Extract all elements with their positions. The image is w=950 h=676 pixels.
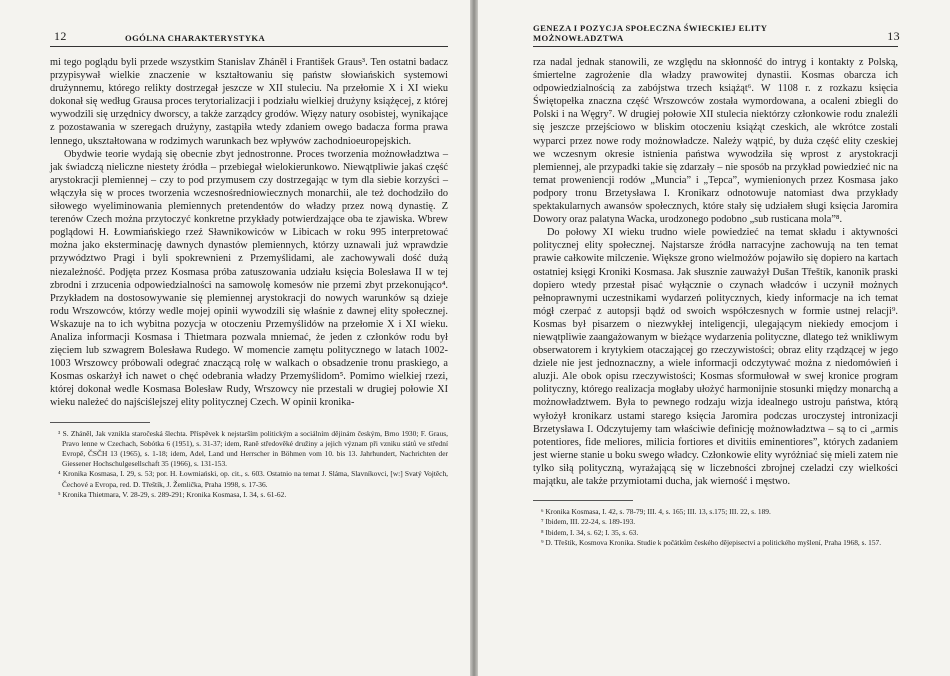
paragraph: rza nadal jednak stanowili, ze względu na skłonność do intryg i kontakty z Polską, śmiertelne zagrożenie dla władzy prawowitej dynastii. Kosmas obarcza ich odpowiedzialnością za zabójstwa trzech książąt⁶. W 1108 r. z rozkazu księcia Świętopełka znaczna część Wrszowców została wymordowana, a ocaleni zbiegli do Polski i na Węgry⁷. W drugiej połowie XII stulecia niektórzy członkowie rodu znaleźli się jeszcze przejściowo w bliskim otoczeniu książąt czeskich, ale wkrótce zostali wyparci przez nowe rody możnowładcze. Należy wątpić, by duża część elity czeskiej we wczesnym okresie istnienia państwa wywodziła się wprost z arystokracji plemiennej, ale przypadki takie się zdarzały – nie sposób na przykład powiedzieć nic na temat proweniencji rodów „Muncia” i „Tepca”, wymienionych przez Kosmasa jako podpory tronu Brzetysława I. Kronikarz odnotowuje natomiast dwa przykłady spektakularnych awansów społecznych, które stały się udziałem sługi księcia Jaromira Dowory oraz palatyna Wacka, urodzonego podobno „sub rusticana mola”⁸. <box>533 57 898 226</box>
footnote-divider <box>533 500 633 501</box>
left-page-body <box>50 56 448 410</box>
paragraph: Do połowy XI wieku trudno wiele powiedzieć na temat składu i aktywności politycznej elity społecznej. Najstarsze źródła narracyjne zachowują na ten temat prawie całkowite milczenie. Większe grono wielmożów pojawiło się dopiero na kartach ostatniej księgi Kroniki Kosmasa. Jak słusznie zauważył Dušan Třeštík, kanonik praski dopiero wtedy przestał pisać wyłącznie o czynach władców i uczynił możnych pełnoprawnymi uczestnikami wydarzeń politycznych, kiedy informacje na ich temat mógł czerpać z autopsji bądź od swoich współczesnych w formie ustnej relacji⁹. Kosmas był pisarzem o niezwykłej inteligencji, ulegającym niekiedy emocjom i niewątpliwie zaangażowanym w bieżące wydarzenia polityczne, dlatego też wnikliwym obserwatorem i krytykiem otaczającej go rzeczywistości; obraz elity rządzącej w jego dziele nie jest jednoznaczny, a wiele informacji odczytywać można z niedomówień i aluzji. Ale obok opisu rzeczywistości; Kosmas sformułował w swej kronice program polityczny, którego realizacja mogłaby ułożyć harmonijnie stosunki między monarchą a możnowładztwem. Była to pewnego rodzaju wizja idealnego ustroju państwa, którą wyłożył kronikarz ustami starego księcia Jaromira podczas uroczystej intronizacji Brzetysława I. Odczytujemy tam właściwie definicję możnowładztwa – są to ci „armis potentiores, fide meliores, milicia fortiores et divitiis eminentiores”, których zadaniem jest wierne stanie u boku swego władcy. Członkowie elity wyróżniać się mieli zatem nie tylko siłą polityczną, wyrażającą się w liczebności zbrojnej czeladzi czy wielkości majątku, ale także przymiotami ducha, jak wierność i męstwo. <box>533 227 898 487</box>
running-head: OGÓLNA CHARAKTERYSTYKA <box>125 33 266 43</box>
footnote: ⁷ Ibidem, III. 22-24, s. 189-193. <box>541 517 636 527</box>
paragraph: mi tego poglądu byli przede wszystkim Stanislav Zháněl i František Graus³. Ten ostatni badacz przypisywał wielkie znaczenie w kształtowaniu się państw słowiańskich systemowi drużynnemu, którego relikty dostrzegał jeszcze w XII stuleciu. Na przełomie X i XI wieku dokonał się według Grausa proces terytorializacji i podziału wielkiej drużyny książęcej, z której wywodzili się urzędnicy dworscy, a także zarządcy grodów. Więzy natury osobistej, wynikające z pozostawania w szeregach drużyny, zastąpiła wtedy zdaniem owego badacza forma prawa lennego, ukształtowana w rodzimych warunkach bez wpływów zachodnioeuropejskich. <box>50 57 448 147</box>
footnote: ⁴ Kronika Kosmasa, I. 29, s. 53; por. H. Łowmiański, op. cit., s. 603. Ostatnio na temat J. Sláma, Slavníkovci, [w:] Svatý Vojtěch, Čechové a Evropa, red. D. Třeštík, J. Žemlička, Praha 1998, s. 17-36. <box>58 469 448 489</box>
left-page-header <box>50 30 448 47</box>
left-page <box>0 0 470 676</box>
footnote: ⁹ D. Třeštík, Kosmova Kronika. Studie k počátkům českého dějepisectví a politického myšlení, Praha 1968, s. 157. <box>541 537 882 547</box>
right-footnotes <box>533 507 898 548</box>
page-number: 12 <box>54 29 67 43</box>
running-head: GENEZA I POZYCJA SPOŁECZNA ŚWIECKIEJ ELITY MOŻNOWŁADZTWA <box>533 23 768 43</box>
footnote: ⁶ Kronika Kosmasa, I. 42, s. 78-79; III. 4, s. 165; III. 13, s.175; III. 22, s. 189. <box>541 507 771 517</box>
right-page-header <box>533 23 900 47</box>
footnote: ⁵ Kronika Thietmara, V. 28-29, s. 289-291; Kronika Kosmasa, I. 34, s. 61-62. <box>58 489 287 499</box>
right-page-body <box>533 56 898 488</box>
left-footnotes <box>50 429 448 500</box>
right-page <box>478 0 950 676</box>
paragraph: Obydwie teorie wydają się obecnie zbyt jednostronne. Proces tworzenia możnowładztwa – jak świadczą nieliczne niestety źródła – przebiegał wielokierunkowo. Niewątpliwie jakaś część arystokracji plemiennej – czy to pod przymusem czy dostrzegając w tym dla siebie korzyści – włączyła się w proces tworzenia wczesnośredniowiecznych monarchii, ale też dochodziło do siłowego wyeliminowania plemiennych pretendentów do władzy przez nową dynastię. Z terenów Czech można przytoczyć konkretne przykłady potwierdzające oba te zjawiska. Wbrew poglądowi H. Łowmiańskiego rzeź Sławnikowiców w Libicach w roku 995 interpretować można jako eksterminację dawnych dynastów plemiennych, którzy uznawali już wprawdzie przywództwo Pragi i byli spokrewnieni z Przemyślidami, ale zachowywali dość dużą niezależność. Podjęta przez Kosmasa próba zatuszowania udziału księcia Bolesława II w tej zbrodni i zrzucenia odpowiedzialności na samowolę komesów nie przemi zbyt przekonująco⁴. Przykładem na dostosowywanie się plemiennej arystokracji do nowych warunków są dzieje rodu Wrszowców, którzy wedle mojej opinii wywodzili się właśnie z dawnej elity społecznej. Wskazuje na to ich wybitna pozycja w otoczeniu Przemyślidów na przełomie X i XI wieku. Analiza informacji Kosmasa i Thietmara pozwala mniemać, że jeden z członków rodu był zięciem lub szwagrem Bolesława Rudego. W momencie zamętu politycznego w latach 1002-1003 Wrszowcy próbowali odegrać znaczącą rolę w walkach o obsadzenie tronu praskiego, a Kosmas oskarżył ich nawet o chęć odebrania władzy Przemyślidom⁵. Pomimo wielkiej rzezi, której dokonał wedle Kosmasa Bolesław Rudy, Wrszowcy nie przestali w drugiej połowie XI wieku należeć do najściślejszej elity politycznej Czech. W opinii kronika- <box>50 148 448 409</box>
footnote: ⁸ Ibidem, I. 34, s. 62; I. 35, s. 63. <box>541 527 639 537</box>
footnote: ³ S. Zháněl, Jak vznikla staročeská šlechta. Příspěvek k nejstarším politickým a sociálním dějinám českým, Brno 1930; F. Graus, Pravo lenne w Czechach, Sobótka 6 (1951), s. 31-37; idem, Raně středověké družiny a jejich význam při vzniku států ve střední Evropě, ČSČH 13 (1965), s. 1-18; idem, Adel, Land und Herrscher in Böhmen vom 10. bis 13. Jahrhundert, Nachrichten der Giessener Hochschulgesellschaft 35 (1966), s. 131-153. <box>58 428 448 469</box>
book-gutter <box>470 0 478 676</box>
footnote-divider <box>50 422 150 423</box>
page-number: 13 <box>887 29 900 43</box>
